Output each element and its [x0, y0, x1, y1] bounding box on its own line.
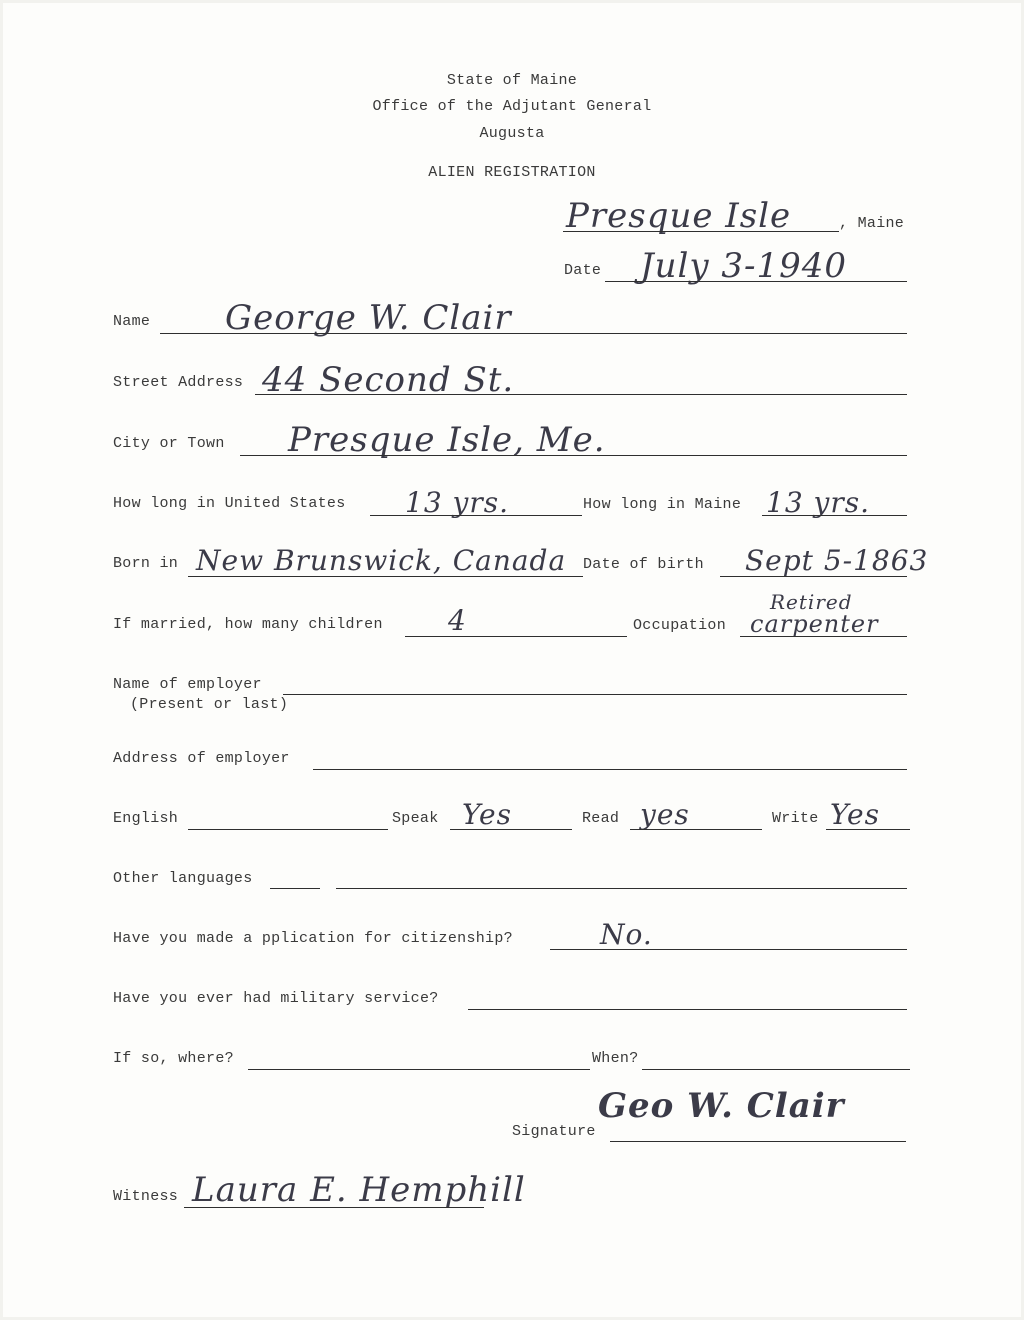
- header-state: State of Maine: [446, 72, 578, 89]
- write-value: Yes: [830, 798, 880, 831]
- read-label: Read: [582, 810, 620, 827]
- speak-line: [450, 829, 572, 830]
- speak-label: Speak: [392, 810, 439, 827]
- other-languages-label: Other languages: [113, 870, 253, 887]
- date-value: July 3-1940: [640, 246, 848, 286]
- write-label: Write: [772, 810, 819, 827]
- citizenship-value: No.: [600, 918, 653, 951]
- date-of-birth-label: Date of birth: [583, 556, 704, 573]
- children-label: If married, how many children: [113, 616, 383, 633]
- occupation-value-line2: carpenter: [750, 610, 879, 638]
- name-label: Name: [113, 313, 151, 330]
- when-line: [642, 1069, 910, 1070]
- how-long-us-line: [370, 515, 582, 516]
- place-value: Presque Isle: [566, 196, 792, 236]
- header-office: Office of the Adjutant General: [372, 98, 652, 115]
- speak-value: Yes: [462, 798, 512, 831]
- how-long-maine-value: 13 yrs.: [766, 486, 871, 519]
- citizenship-line: [550, 949, 907, 950]
- military-label: Have you ever had military service?: [113, 990, 439, 1007]
- other-languages-line-a: [270, 888, 320, 889]
- signature-line: [610, 1141, 906, 1142]
- occupation-line: [740, 636, 907, 637]
- born-in-label: Born in: [113, 555, 179, 572]
- how-long-maine-line: [762, 515, 907, 516]
- children-value: 4: [448, 604, 467, 637]
- street-line: [255, 394, 907, 395]
- witness-line: [184, 1207, 484, 1208]
- witness-label: Witness: [113, 1188, 179, 1205]
- where-label: If so, where?: [113, 1050, 234, 1067]
- where-line: [248, 1069, 590, 1070]
- name-value: George W. Clair: [225, 298, 512, 338]
- military-line: [468, 1009, 907, 1010]
- place-suffix: , Maine: [839, 215, 905, 232]
- city-town-label: City or Town: [113, 435, 225, 452]
- children-line: [405, 636, 627, 637]
- city-town-value: Presque Isle, Me.: [288, 420, 606, 460]
- english-line: [188, 829, 388, 830]
- date-line: [605, 281, 907, 282]
- signature-value: Geo W. Clair: [598, 1086, 845, 1126]
- employer-address-line: [313, 769, 907, 770]
- date-label: Date: [564, 262, 602, 279]
- date-of-birth-value: Sept 5-1863: [745, 544, 929, 577]
- header-city: Augusta: [479, 125, 545, 142]
- citizenship-label: Have you made a pplication for citizenship?: [113, 930, 513, 947]
- write-line: [826, 829, 910, 830]
- place-line: [563, 231, 839, 232]
- how-long-us-label: How long in United States: [113, 495, 346, 512]
- read-line: [630, 829, 762, 830]
- street-value: 44 Second St.: [262, 360, 515, 400]
- how-long-us-value: 13 yrs.: [405, 486, 510, 519]
- form-title: ALIEN REGISTRATION: [428, 164, 596, 181]
- when-label: When?: [592, 1050, 639, 1067]
- occupation-value-line1: Retired: [770, 590, 853, 614]
- employer-name-label: Name of employer: [113, 676, 262, 693]
- witness-value: Laura E. Hemphill: [192, 1170, 526, 1210]
- employer-name-line: [283, 694, 907, 695]
- street-label: Street Address: [113, 374, 244, 391]
- employer-address-label: Address of employer: [113, 750, 290, 767]
- signature-label: Signature: [512, 1123, 596, 1140]
- read-value: yes: [640, 798, 690, 831]
- name-line: [160, 333, 907, 334]
- city-town-line: [240, 455, 907, 456]
- date-of-birth-line: [720, 576, 907, 577]
- english-label: English: [113, 810, 179, 827]
- born-in-value: New Brunswick, Canada: [196, 544, 567, 577]
- other-languages-line-b: [336, 888, 907, 889]
- born-in-line: [188, 576, 583, 577]
- employer-name-sublabel: (Present or last): [130, 696, 289, 713]
- how-long-maine-label: How long in Maine: [583, 496, 742, 513]
- occupation-label: Occupation: [633, 617, 727, 634]
